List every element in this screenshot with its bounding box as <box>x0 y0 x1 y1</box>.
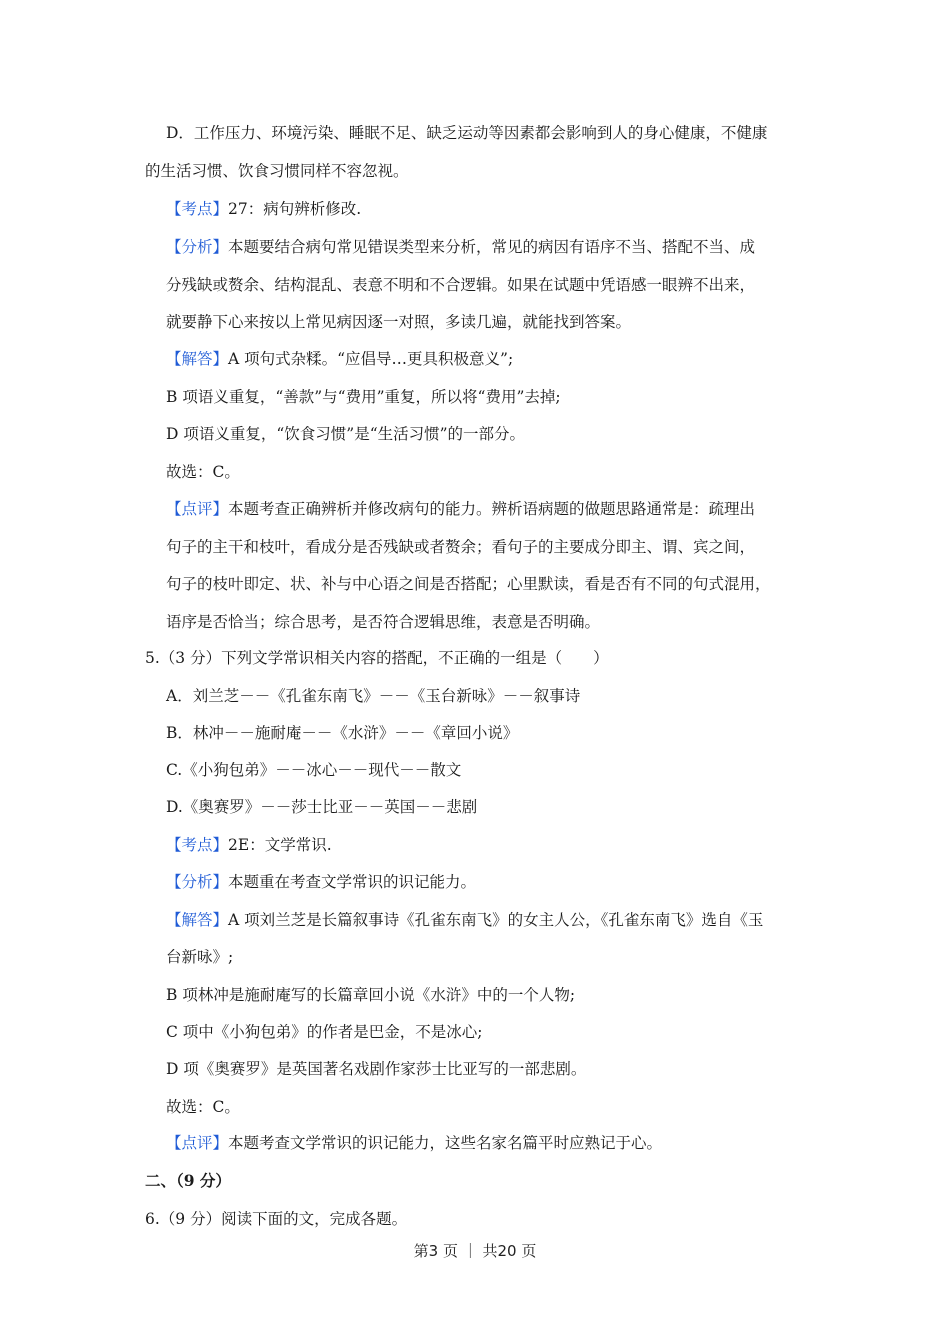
q4-fenxi-line2: 分残缺或赘余、结构混乱、表意不明和不合逻辑。如果在试题中凭语感一眼辨不出来， <box>166 276 756 294</box>
dianping-tag: 【点评】 <box>166 1134 229 1152</box>
fenxi-tag: 【分析】 <box>166 238 229 256</box>
q4-dianping-line1 <box>166 499 755 519</box>
q5-jieda-line5: D 项《奥赛罗》是英国著名戏剧作家莎士比亚写的一部悲剧。 <box>166 1060 587 1078</box>
q4-jieda-line1 <box>166 349 513 369</box>
q5-stem: 5.（3 分）下列文学常识相关内容的搭配，不正确的一组是（ ） <box>145 649 609 667</box>
kaodian-tag: 【考点】 <box>166 836 229 854</box>
q4-fenxi-line1 <box>166 237 755 257</box>
kaodian-tag: 【考点】 <box>166 200 229 218</box>
fenxi-text: 本题重在考查文学常识的识记能力。 <box>228 873 477 891</box>
q5-jieda-line3: B 项林冲是施耐庵写的长篇章回小说《水浒》中的一个人物; <box>166 986 576 1004</box>
q6-stem: 6.（9 分）阅读下面的文，完成各题。 <box>145 1210 408 1228</box>
q5-fenxi <box>166 872 476 892</box>
q4-fenxi-line3: 就要静下心来按以上常见病因逐一对照，多读几遍，就能找到答案。 <box>166 313 632 331</box>
kaodian-text: 27：病句辨析修改. <box>228 200 362 218</box>
jieda-text: A 项句式杂糅。“应倡导…更具积极意义”; <box>228 350 514 368</box>
q4-jieda-line2: B 项语义重复，“善款”与“费用”重复，所以将“费用”去掉; <box>166 388 561 406</box>
jieda-text: A 项刘兰芝是长篇叙事诗《孔雀东南飞》的女主人公，《孔雀东南飞》选自《玉 <box>228 911 764 929</box>
jieda-tag: 【解答】 <box>166 911 229 929</box>
page-footer: 第3 页 ｜ 共20 页 <box>413 1242 537 1260</box>
q5-option-c: C.《小狗包弟》－－冰心－－现代－－散文 <box>166 761 462 779</box>
q4-option-d-line1: D．工作压力、环境污染、睡眠不足、缺乏运动等因素都会影响到人的身心健康，不健康 <box>166 124 768 142</box>
dianping-text: 本题考查正确辨析并修改病句的能力。辨析语病题的做题思路通常是：疏理出 <box>228 500 756 518</box>
q5-jieda-line4: C 项中《小狗包弟》的作者是巴金，不是冰心; <box>166 1023 483 1041</box>
q5-dianping <box>166 1133 662 1153</box>
q4-option-d-line2: 的生活习惯、饮食习惯同样不容忽视。 <box>145 162 409 180</box>
dianping-tag: 【点评】 <box>166 500 229 518</box>
q5-jieda-line2: 台新咏》; <box>166 948 234 966</box>
q5-option-a: A．刘兰芝－－《孔雀东南飞》－－《玉台新咏》－－叙事诗 <box>166 687 581 705</box>
q5-option-d: D.《奥赛罗》－－莎士比亚－－英国－－悲剧 <box>166 798 478 816</box>
fenxi-tag: 【分析】 <box>166 873 229 891</box>
dianping-text: 本题考查文学常识的识记能力，这些名家名篇平时应熟记于心。 <box>228 1134 663 1152</box>
jieda-tag: 【解答】 <box>166 350 229 368</box>
q4-dianping-line3: 句子的枝叶即定、状、补与中心语之间是否搭配；心里默读，看是否有不同的句式混用， <box>166 575 771 593</box>
q4-jieda-line3: D 项语义重复，“饮食习惯”是“生活习惯”的一部分。 <box>166 425 526 443</box>
q5-kaodian <box>166 835 332 855</box>
section-heading: 二、（9 分） <box>145 1171 231 1190</box>
q4-kaodian <box>166 199 361 219</box>
q5-jieda-line1 <box>166 910 763 930</box>
q4-dianping-line4: 语序是否恰当；综合思考，是否符合逻辑思维，表意是否明确。 <box>166 613 601 631</box>
q4-answer: 故选：C。 <box>166 463 240 481</box>
fenxi-text: 本题要结合病句常见错误类型来分析，常见的病因有语序不当、搭配不当、成 <box>228 238 756 256</box>
q5-option-b: B．林冲－－施耐庵－－《水浒》－－《章回小说》 <box>166 724 519 742</box>
q5-answer: 故选：C。 <box>166 1098 240 1116</box>
q4-dianping-line2: 句子的主干和枝叶，看成分是否残缺或者赘余；看句子的主要成分即主、谓、宾之间， <box>166 538 756 556</box>
kaodian-text: 2E：文学常识. <box>228 836 332 854</box>
